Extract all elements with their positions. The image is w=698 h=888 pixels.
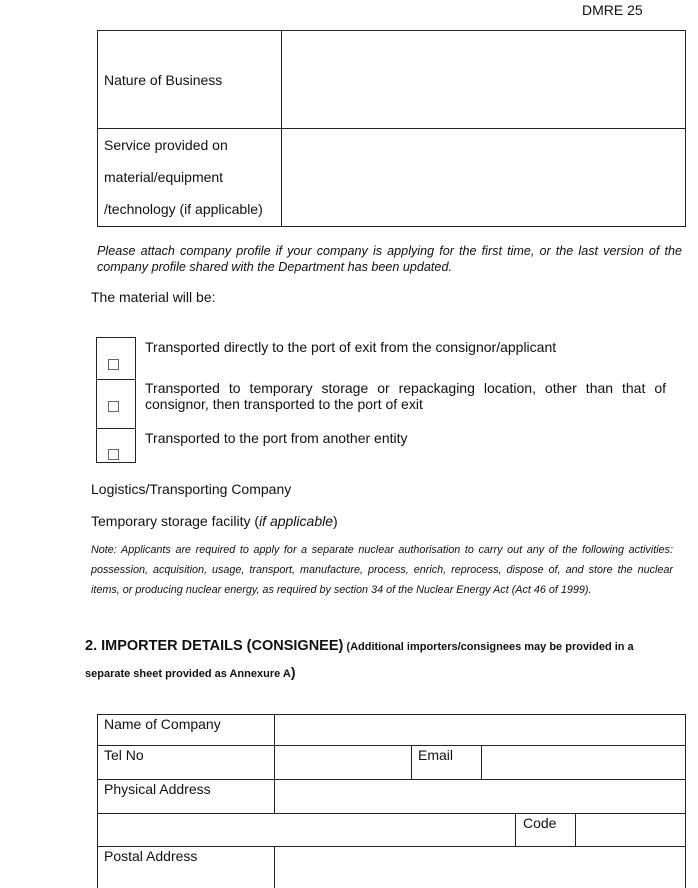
email-field[interactable] — [482, 746, 685, 779]
section-2-heading — [85, 638, 685, 654]
importer-table — [97, 714, 686, 888]
tel-no-label: Tel No — [104, 747, 144, 763]
transport-option-label: Transported to temporary storage or repackaging location, other than that of consignor, then transported to the port of exit — [145, 380, 666, 412]
logistics-company-label: Logistics/Transporting Company — [91, 481, 292, 497]
code-label: Code — [523, 815, 557, 831]
nature-of-business-field[interactable] — [282, 31, 686, 129]
business-table — [97, 30, 686, 227]
transport-option-label: Transported to the port from another entity — [145, 430, 408, 446]
email-label: Email — [418, 747, 454, 763]
code-field[interactable] — [576, 814, 685, 846]
tel-no-field[interactable] — [275, 746, 411, 779]
physical-address-label: Physical Address — [104, 781, 211, 797]
company-name-label: Name of Company — [104, 716, 221, 732]
service-label-line: material/equipment — [104, 169, 224, 185]
transport-option-checkbox[interactable] — [108, 359, 119, 370]
applicants-note: Note: Applicants are required to apply for a separate nuclear authorisation to carry out any of the following activities: possession, acquisition, usage, transport, manufacture, process, enrich, reprocess, dispose of, and store the nuclear items, or producing nuclear energy, as required by section 34 of the Nuclear Energy Act (Act 46 of 1999). — [91, 544, 673, 596]
service-label-line: Service provided on — [104, 137, 228, 153]
section-2-subtitle: (Additional importers/consignees may be provided in a — [343, 641, 634, 653]
storage-label-end: ) — [333, 513, 338, 529]
section-2-subtitle-end: ) — [290, 664, 296, 680]
nature-of-business-label: Nature of Business — [98, 31, 282, 129]
service-label-line: /technology (if applicable) — [104, 201, 263, 217]
section-2-title: 2. IMPORTER DETAILS (CONSIGNEE) — [85, 638, 344, 654]
physical-address-field[interactable] — [275, 780, 685, 813]
storage-label-text: Temporary storage facility ( — [91, 513, 260, 529]
section-2-subtitle-cont — [85, 664, 296, 680]
transport-option-checkbox[interactable] — [108, 449, 119, 460]
physical-address-line-2-field[interactable] — [98, 814, 514, 846]
transport-option-label: Transported directly to the port of exit from the consignor/applicant — [145, 339, 557, 355]
material-intro: The material will be: — [91, 289, 216, 305]
form-code: DMRE 25 — [582, 2, 643, 18]
postal-address-field[interactable] — [275, 847, 685, 888]
service-provided-label — [98, 129, 282, 227]
storage-label-italic: if applicable — [259, 513, 333, 529]
service-provided-field[interactable] — [282, 129, 686, 227]
transport-checkbox-column — [96, 337, 136, 463]
section-2-subtitle-b: separate sheet provided as Annexure A — [85, 668, 291, 680]
transport-option-checkbox[interactable] — [108, 401, 119, 412]
attach-profile-note: Please attach company profile if your company is applying for the first time, or the last version of the company profile shared with the Department has been updated. — [97, 244, 682, 274]
temporary-storage-label — [91, 513, 338, 529]
company-name-field[interactable] — [275, 715, 685, 745]
postal-address-label: Postal Address — [104, 848, 198, 864]
